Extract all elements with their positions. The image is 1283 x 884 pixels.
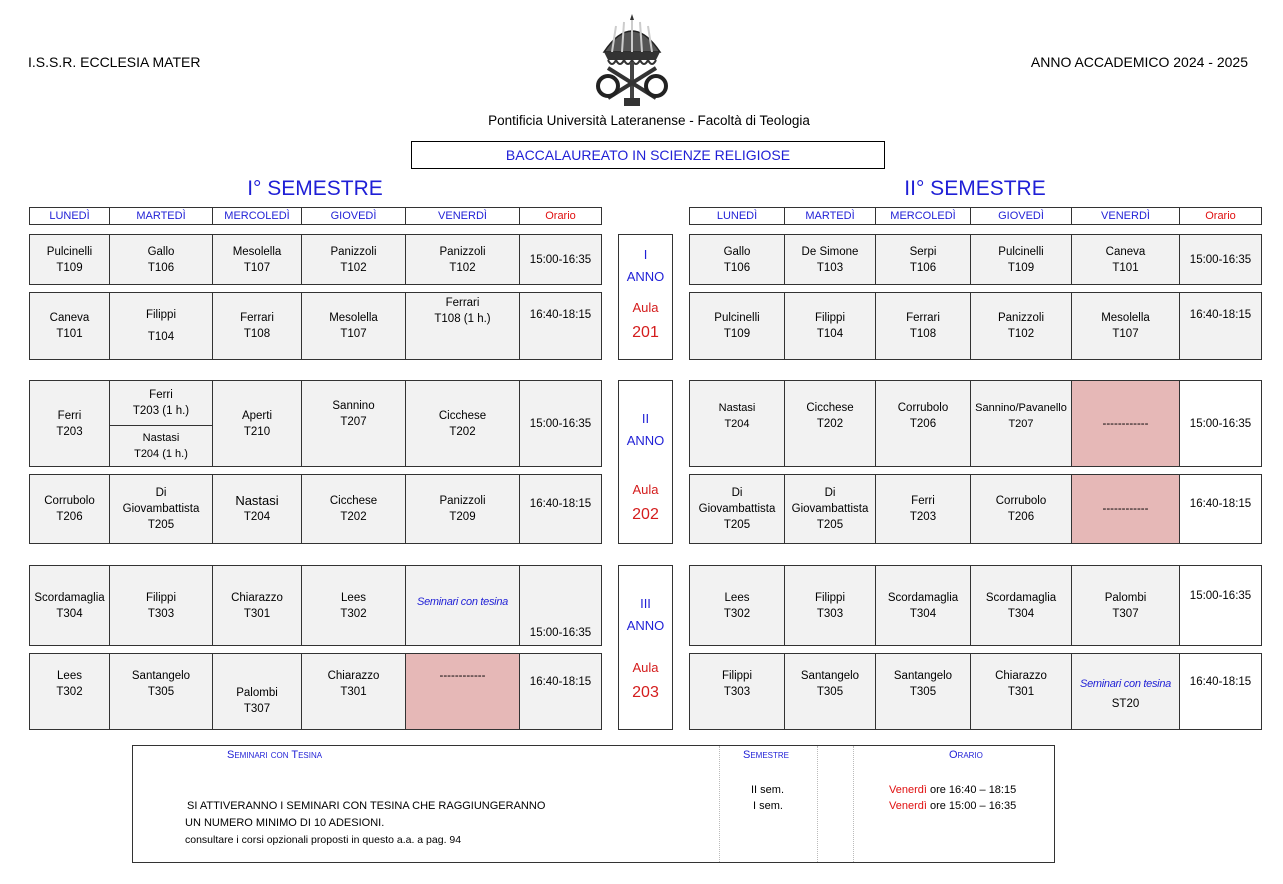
class-cell: Corrubolo T206	[875, 380, 971, 467]
class-cell: Chiarazzo T301	[970, 653, 1072, 730]
time-cell: 15:00-16:35	[1179, 380, 1262, 467]
class-cell: Di Giovambattista T205	[689, 474, 785, 544]
day-header-tuesday: MARTEDÌ	[109, 207, 213, 225]
class-cell: Di Giovambattista T205	[784, 474, 876, 544]
class-cell: Gallo T106	[109, 234, 213, 285]
day-header-wednesday: MERCOLEDÌ	[875, 207, 971, 225]
class-cell: Nastasi T204 (1 h.)	[109, 425, 213, 467]
class-cell: De Simone T103	[784, 234, 876, 285]
class-cell: Ferri T203	[29, 380, 110, 467]
empty-slot-cell: ------------	[1071, 380, 1180, 467]
class-cell: Lees T302	[301, 565, 406, 646]
year-2-aula-box: II ANNO Aula 202	[618, 380, 673, 544]
class-cell: Filippi T303	[109, 565, 213, 646]
class-cell: Pulcinelli T109	[29, 234, 110, 285]
class-cell: Ferrari T108 (1 h.)	[405, 292, 520, 360]
footer-note-line1: SI ATTIVERANNO I SEMINARI CON TESINA CHE RAGGIUNGERANNO	[187, 800, 546, 812]
class-cell: Panizzoli T209	[405, 474, 520, 544]
class-cell: Santangelo T305	[875, 653, 971, 730]
class-cell: Lees T302	[689, 565, 785, 646]
class-cell: Cicchese T202	[784, 380, 876, 467]
time-cell: 15:00-16:35	[519, 380, 602, 467]
day-header-thursday: GIOVEDÌ	[301, 207, 406, 225]
university-name: Pontificia Università Lateranense - Facoltà di Teologia	[488, 113, 810, 128]
class-cell: Ferri T203	[875, 474, 971, 544]
class-cell: Palombi T307	[212, 653, 302, 730]
empty-slot-cell: ------------	[405, 653, 520, 730]
class-cell: Filippi T303	[784, 565, 876, 646]
academic-year: ANNO ACCADEMICO 2024 - 2025	[1030, 54, 1248, 70]
class-cell: Ferrari T108	[875, 292, 971, 360]
day-header-monday: LUNEDÌ	[689, 207, 785, 225]
class-cell: Caneva T101	[29, 292, 110, 360]
day-header-time: Orario	[1179, 207, 1262, 225]
divider	[817, 746, 818, 862]
time-cell: 15:00-16:35	[519, 565, 602, 646]
class-cell: Scordamaglia T304	[29, 565, 110, 646]
day-header-wednesday: MERCOLEDÌ	[212, 207, 302, 225]
time-cell: 16:40-18:15	[1179, 292, 1262, 360]
second-semester-title: II° SEMESTRE	[904, 177, 1046, 200]
day-header-thursday: GIOVEDÌ	[970, 207, 1072, 225]
class-cell: Santangelo T305	[784, 653, 876, 730]
class-cell: Chiarazzo T301	[301, 653, 406, 730]
footer-time-a: Venerdì ore 16:40 – 18:15	[889, 784, 1017, 796]
time-cell: 16:40-18:15	[1179, 474, 1262, 544]
footer-semester-b: I sem.	[753, 800, 783, 812]
class-cell: Mesolella T107	[212, 234, 302, 285]
time-cell: 15:00-16:35	[1179, 234, 1262, 285]
day-header-friday: VENERDÌ	[1071, 207, 1180, 225]
footer-semester-a: II sem.	[751, 784, 785, 796]
time-cell: 16:40-18:15	[519, 292, 602, 360]
class-cell: Pulcinelli T109	[970, 234, 1072, 285]
class-cell: Santangelo T305	[109, 653, 213, 730]
footer-header-semester: Semestre	[743, 749, 790, 761]
time-cell: 16:40-18:15	[519, 653, 602, 730]
class-cell: Panizzoli T102	[405, 234, 520, 285]
year-1-aula-box: I ANNO Aula 201	[618, 234, 673, 360]
class-cell: Lees T302	[29, 653, 110, 730]
footer-note-line2: UN NUMERO MINIMO DI 10 ADESIONI.	[185, 817, 385, 829]
class-cell: Pulcinelli T109	[689, 292, 785, 360]
class-cell: Filippi T104	[109, 292, 213, 360]
class-cell: Filippi T303	[689, 653, 785, 730]
divider	[719, 746, 720, 862]
class-cell: Corrubolo T206	[970, 474, 1072, 544]
class-cell: Scordamaglia T304	[875, 565, 971, 646]
class-cell: Caneva T101	[1071, 234, 1180, 285]
class-cell: Panizzoli T102	[970, 292, 1072, 360]
institute-name: I.S.S.R. ECCLESIA MATER	[28, 54, 201, 70]
class-cell: Filippi T104	[784, 292, 876, 360]
class-cell: Corrubolo T206	[29, 474, 110, 544]
class-cell: Cicchese T202	[405, 380, 520, 467]
class-cell: Scordamaglia T304	[970, 565, 1072, 646]
footer-header-time: Orario	[949, 749, 983, 761]
papal-tiara-keys-emblem-icon	[594, 12, 670, 108]
year-3-aula-box: III ANNO Aula 203	[618, 565, 673, 730]
footer-header-seminars: Seminari con Tesina	[227, 749, 323, 761]
class-cell: Ferri T203 (1 h.)	[109, 380, 213, 426]
class-cell: Panizzoli T102	[301, 234, 406, 285]
class-cell: Serpi T106	[875, 234, 971, 285]
time-cell: 16:40-18:15	[1179, 653, 1262, 730]
class-cell: Mesolella T107	[1071, 292, 1180, 360]
class-cell: Cicchese T202	[301, 474, 406, 544]
time-cell: 16:40-18:15	[519, 474, 602, 544]
empty-slot-cell: ------------	[1071, 474, 1180, 544]
divider	[853, 746, 854, 862]
footer-note-line3: consultare i corsi opzionali proposti in questo a.a. a pag. 94	[185, 834, 462, 846]
class-cell: Ferrari T108	[212, 292, 302, 360]
time-cell: 15:00-16:35	[1179, 565, 1262, 646]
day-header-friday: VENERDÌ	[405, 207, 520, 225]
class-cell: Sannino/Pavanello T207	[970, 380, 1072, 467]
day-header-monday: LUNEDÌ	[29, 207, 110, 225]
class-cell: Mesolella T107	[301, 292, 406, 360]
seminar-cell: Seminari con tesina ST20	[1071, 653, 1180, 730]
time-cell: 15:00-16:35	[519, 234, 602, 285]
class-cell: Aperti T210	[212, 380, 302, 467]
class-cell: Nastasi T204	[689, 380, 785, 467]
seminar-notes-panel	[132, 745, 1055, 863]
footer-time-b: Venerdì ore 15:00 – 16:35	[889, 800, 1017, 812]
day-header-time: Orario	[519, 207, 602, 225]
first-semester-title: I° SEMESTRE	[247, 177, 383, 200]
class-cell: Di Giovambattista T205	[109, 474, 213, 544]
day-header-tuesday: MARTEDÌ	[784, 207, 876, 225]
seminar-cell: Seminari con tesina	[405, 565, 520, 646]
class-cell: Chiarazzo T301	[212, 565, 302, 646]
class-cell: Sannino T207	[301, 380, 406, 467]
class-cell: Nastasi T204	[212, 474, 302, 544]
class-cell: Palombi T307	[1071, 565, 1180, 646]
program-title: BACCALAUREATO IN SCIENZE RELIGIOSE	[411, 141, 885, 169]
class-cell: Gallo T106	[689, 234, 785, 285]
